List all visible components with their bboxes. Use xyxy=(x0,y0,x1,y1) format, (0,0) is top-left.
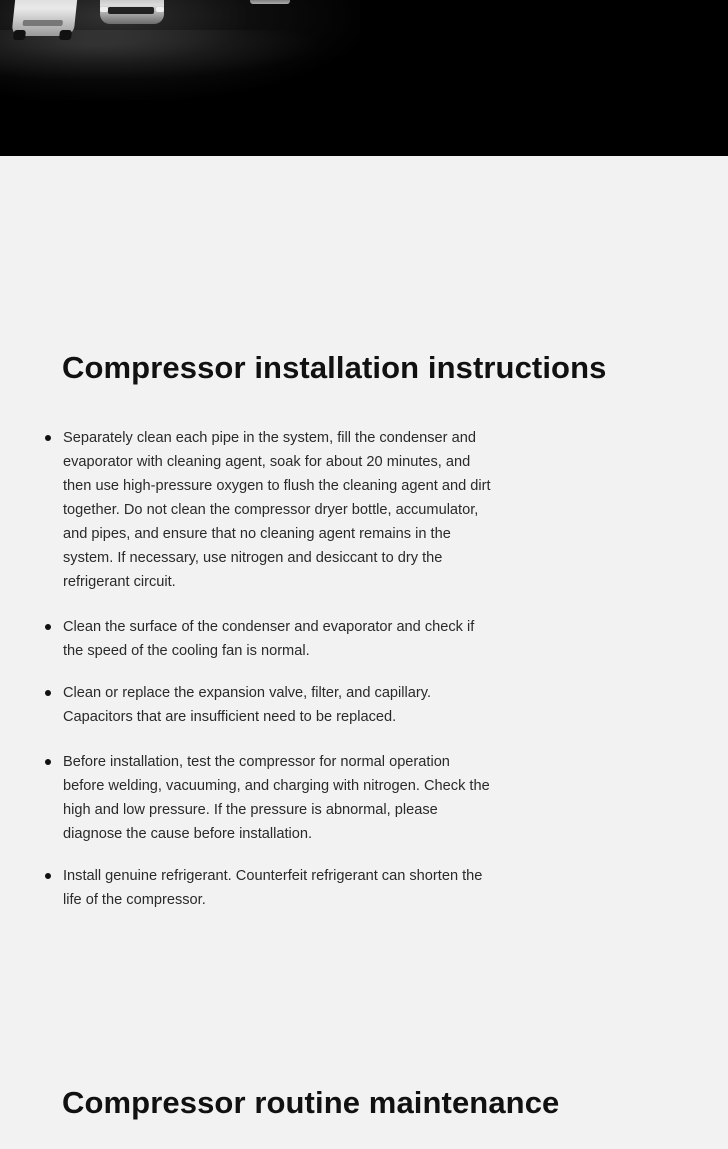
list-item xyxy=(45,750,495,846)
list-item-text: Install genuine refrigerant. Counterfeit refrigerant can shorten the life of the compressor. xyxy=(63,868,483,908)
truck-headlight xyxy=(100,7,108,12)
list-item xyxy=(45,864,495,912)
car-wheel xyxy=(13,30,26,40)
truck-grille xyxy=(108,7,154,14)
distant-car-image xyxy=(250,0,290,4)
list-item-text: Before installation, test the compressor for normal operation before welding, vacuuming, and charging with nitrogen. Check the high and low pressure. If the pressure is abnormal, please diagnose the cause before installation. xyxy=(63,754,490,842)
white-car-image xyxy=(11,0,78,36)
list-item xyxy=(45,615,495,663)
car-wheel xyxy=(59,30,72,40)
hero-banner-image xyxy=(0,0,728,156)
list-item-text: Clean or replace the expansion valve, filter, and capillary. Capacitors that are insufficient need to be replaced. xyxy=(63,685,432,725)
car-shadow xyxy=(0,30,320,80)
bullet-icon xyxy=(45,873,51,879)
maintenance-heading: Compressor routine maintenance xyxy=(62,1085,560,1120)
list-item xyxy=(45,426,495,594)
installation-instructions-list xyxy=(45,426,495,912)
list-item xyxy=(45,681,495,729)
bullet-icon xyxy=(45,690,51,696)
truck-headlight xyxy=(156,7,164,12)
list-item-text: Separately clean each pipe in the system, fill the condenser and evaporator with cleaning agent, soak for about 20 minutes, and then use high-pressure oxygen to flush the cleaning agent and dirt together. Do not clean the compressor dryer bottle, accumulator, and pipes, and ensure that no cleaning agent remains in the system. If necessary, use nitrogen and desiccant to dry the refrigerant circuit. xyxy=(63,430,491,590)
silver-truck-image xyxy=(100,0,164,24)
bullet-icon xyxy=(45,759,51,765)
list-item-text: Clean the surface of the condenser and evaporator and check if the speed of the cooling fan is normal. xyxy=(63,619,475,659)
installation-heading: Compressor installation instructions xyxy=(62,350,607,385)
bullet-icon xyxy=(45,624,51,630)
car-grille xyxy=(22,20,63,26)
bullet-icon xyxy=(45,435,51,441)
